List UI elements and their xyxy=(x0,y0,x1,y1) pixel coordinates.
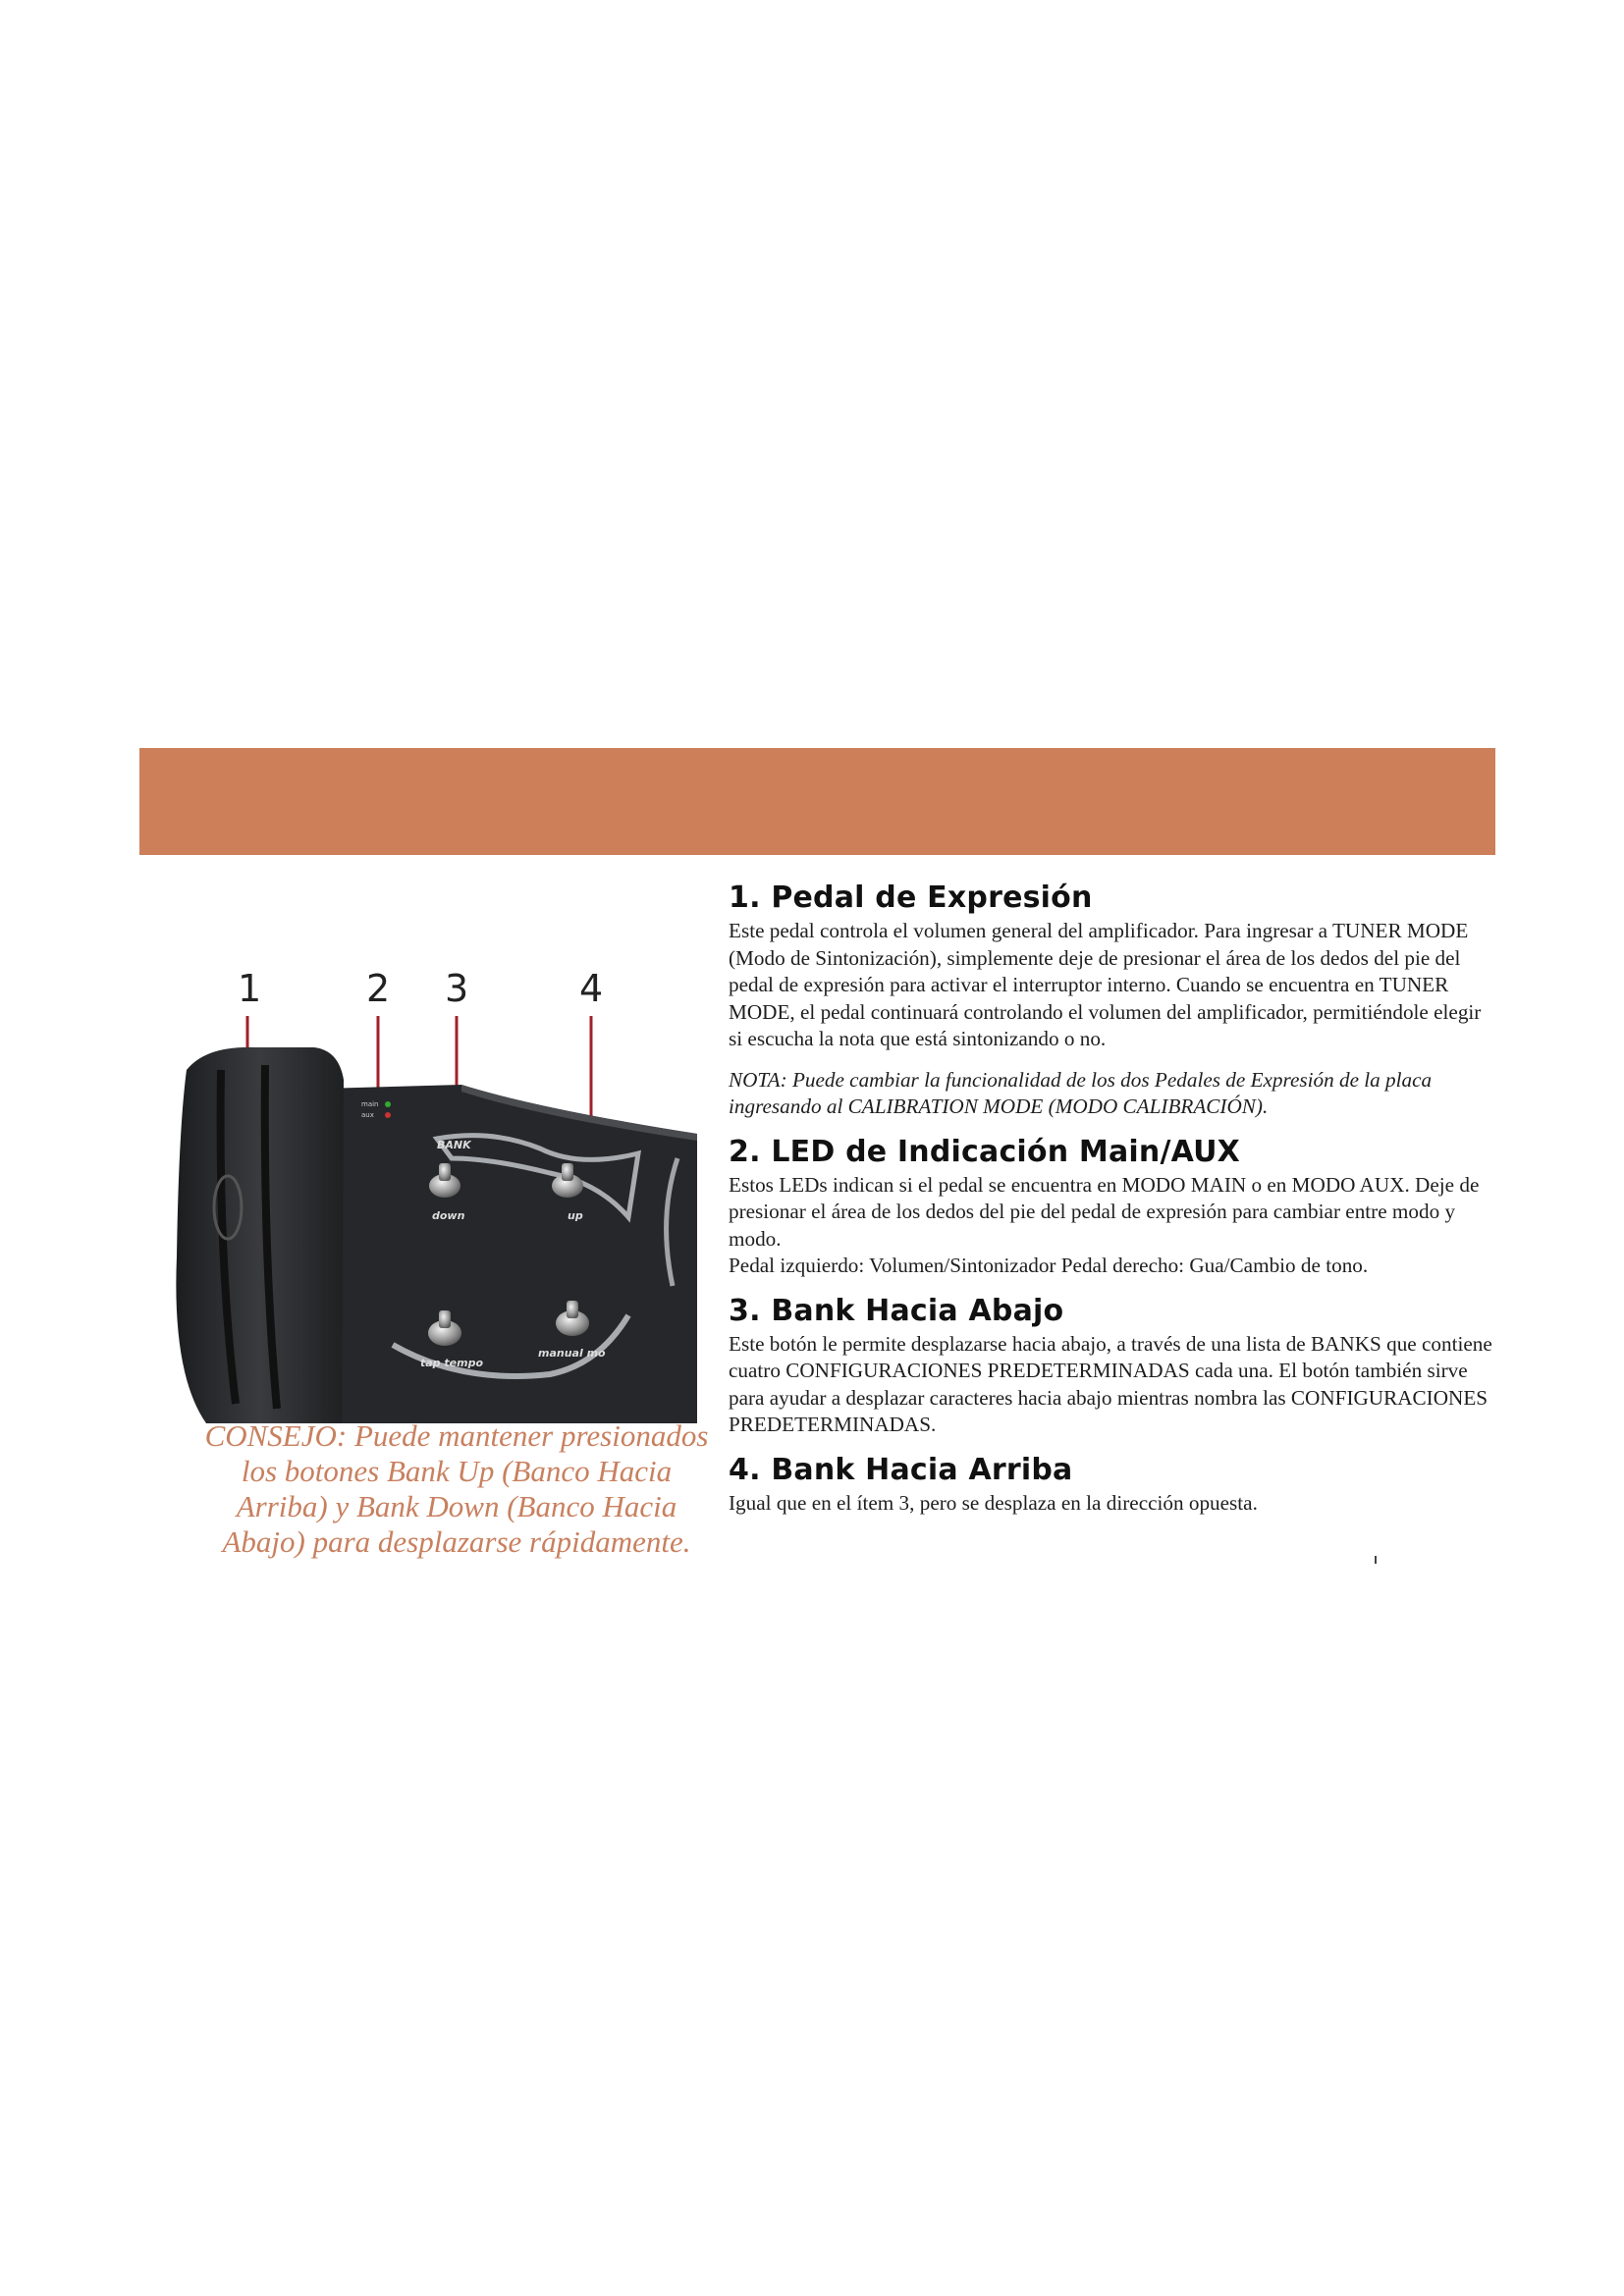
section-body: Este botón le permite desplazarse hacia abajo, a través de una lista de BANKS que contiene cuatro CONFIGURACIONES PREDETERMINADAS cada una. El botón también sirve para ayudar a desplazar caracteres hacia abajo mientras nombra las CONFIGURACIONES PREDETERMINADAS. xyxy=(729,1331,1492,1436)
callout-3: 3 xyxy=(445,967,469,1010)
bank-label: BANK xyxy=(437,1139,471,1151)
led-main xyxy=(385,1101,391,1107)
callout-2: 2 xyxy=(366,967,391,1010)
section-led-indicator xyxy=(729,1133,1494,1280)
section-body-2: Pedal izquierdo: Volumen/Sintonizador Pedal derecho: Gua/Cambio de tono. xyxy=(729,1254,1369,1277)
led-aux-label: aux xyxy=(361,1111,374,1119)
section-title: 1. Pedal de Expresión xyxy=(729,881,1093,915)
feature-list xyxy=(729,879,1494,1517)
section-bank-down xyxy=(729,1292,1494,1439)
tip-text: CONSEJO: Puede mantener presionados los botones Bank Up (Banco Hacia Arriba) y Bank Down (Banco Hacia Abajo) para desplazarse rápidamente. xyxy=(204,1418,709,1559)
led-aux xyxy=(385,1112,391,1118)
led-main-label: main xyxy=(361,1100,379,1108)
footswitch-illustration xyxy=(167,962,717,1423)
section-title: 2. LED de Indicación Main/AUX xyxy=(729,1134,1241,1169)
callout-1: 1 xyxy=(238,967,262,1010)
svg-text:tap tempo: tap tempo xyxy=(420,1357,483,1369)
section-title: 4. Bank Hacia Arriba xyxy=(729,1452,1073,1487)
section-bank-up xyxy=(729,1451,1494,1518)
callout-4: 4 xyxy=(579,967,604,1010)
section-body: Estos LEDs indican si el pedal se encuentra en MODO MAIN o en MODO AUX. Deje de presionar el área de los dedos del pie del pedal de expresión para cambiar entre modo y modo. xyxy=(729,1172,1480,1251)
section-body: Igual que en el ítem 3, pero se desplaza en la dirección opuesta. xyxy=(729,1490,1258,1515)
svg-text:manual mo: manual mo xyxy=(538,1347,606,1360)
svg-text:up: up xyxy=(568,1209,583,1222)
header-banner xyxy=(139,748,1495,855)
section-body: Este pedal controla el volumen general del amplificador. Para ingresar a TUNER MODE (Modo de Sintonización), simplemente deje de presionar el área de los dedos del pie del pedal de expresión para activar el interruptor interno. Cuando se encuentra en TUNER MODE, el pedal continuará controlando el volumen del amplificador, permitiéndole elegir si escucha la nota que está sintonizando o no. xyxy=(729,919,1482,1050)
section-note: NOTA: Puede cambiar la funcionalidad de los dos Pedales de Expresión de la placa ingresando al CALIBRATION MODE (MODO CALIBRACIÓN). xyxy=(729,1067,1433,1118)
page-mark xyxy=(1375,1556,1377,1564)
product-figure xyxy=(167,962,717,1423)
expression-pedal xyxy=(176,1047,344,1423)
section-title: 3. Bank Hacia Abajo xyxy=(729,1293,1064,1328)
svg-text:down: down xyxy=(432,1209,465,1222)
section-expression-pedal xyxy=(729,879,1494,1121)
